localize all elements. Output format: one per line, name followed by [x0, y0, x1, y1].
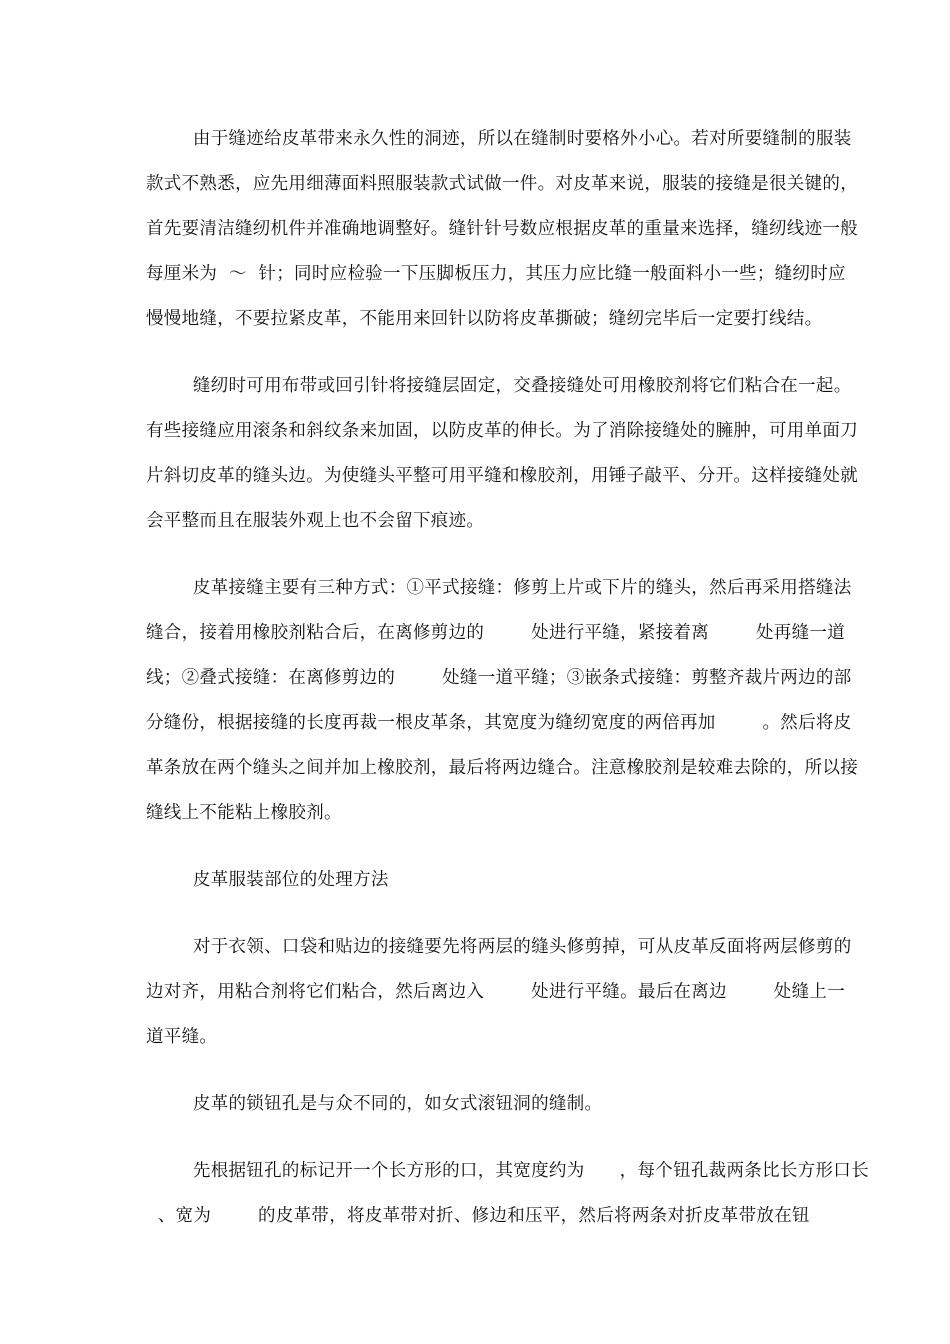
text-line-10: 皮革接缝主要有三种方式：①平式接缝：修剪上片或下片的缝头，然后再采用搭缝法	[146, 578, 852, 598]
text-line-1: 由于缝迹给皮革带来永久性的洞迹，所以在缝制时要格外小心。若对所要缝制的服装	[146, 129, 852, 149]
text-line-9: 会平整而且在服装外观上也不会留下痕迹。	[146, 511, 485, 531]
text-line-5: 慢慢地缝，不要拉紧皮革，不能用来回针以防将皮革撕破；缝纫完毕后一定要打线结。	[146, 309, 823, 329]
text-line-3: 首先要清洁缝纫机件并准确地调整好。缝针针号数应根据皮革的重量来选择，缝纫线迹一般	[146, 219, 858, 239]
text-line-22: 、宽为 的皮革带，将皮革带对折、修边和压平，然后将两条对折皮革带放在钮	[146, 1206, 810, 1226]
text-line-4: 每厘米为 ～ 针；同时应检验一下压脚板压力，其压力应比缝一般面料小一些；缝纫时应	[146, 264, 846, 284]
text-line-17: 对于衣领、口袋和贴边的接缝要先将两层的缝头修剪掉，可从皮革反面将两层修剪的	[146, 937, 852, 957]
text-line-20: 皮革的锁钮孔是与众不同的，如女式滚钮洞的缝制。	[146, 1094, 603, 1114]
text-line-19: 道平缝。	[146, 1027, 218, 1047]
text-line-8: 片斜切皮革的缝头边。为使缝头平整可用平缝和橡胶剂，用锤子敲平、分开。这样接缝处就	[146, 466, 858, 486]
section-heading: 皮革服装部位的处理方法	[146, 870, 389, 890]
text-line-14: 革条放在两个缝头之间并加上橡胶剂，最后将两边缝合。注意橡胶剂是较难去除的，所以接	[146, 758, 858, 778]
text-line-12: 线；②叠式接缝：在离修剪边的 处缝一道平缝；③嵌条式接缝：剪整齐裁片两边的部	[146, 668, 852, 688]
text-line-7: 有些接缝应用滚条和斜纹条来加固，以防皮革的伸长。为了消除接缝处的臃肿，可用单面刀	[146, 421, 858, 441]
text-line-18: 边对齐，用粘合剂将它们粘合，然后离边入 处进行平缝。最后在离边 处缝上一	[146, 982, 846, 1002]
text-line-11: 缝合，接着用橡胶剂粘合后，在离修剪边的 处进行平缝，紧接着离 处再缝一道	[146, 623, 846, 643]
text-line-21: 先根据钮孔的标记开一个长方形的口，其宽度约为 ，每个钮孔裁两条比长方形口长	[146, 1161, 869, 1181]
text-line-2: 款式不熟悉，应先用细薄面料照服装款式试做一件。对皮革来说，服装的接缝是很关键的，	[146, 174, 858, 194]
text-line-13: 分缝份，根据接缝的长度再裁一根皮革条，其宽度为缝纫宽度的两倍再加 。然后将皮	[146, 713, 852, 733]
text-line-6: 缝纫时可用布带或回引针将接缝层固定，交叠接缝处可用橡胶剂将它们粘合在一起。	[146, 376, 852, 396]
text-line-15: 缝线上不能粘上橡胶剂。	[146, 803, 342, 823]
